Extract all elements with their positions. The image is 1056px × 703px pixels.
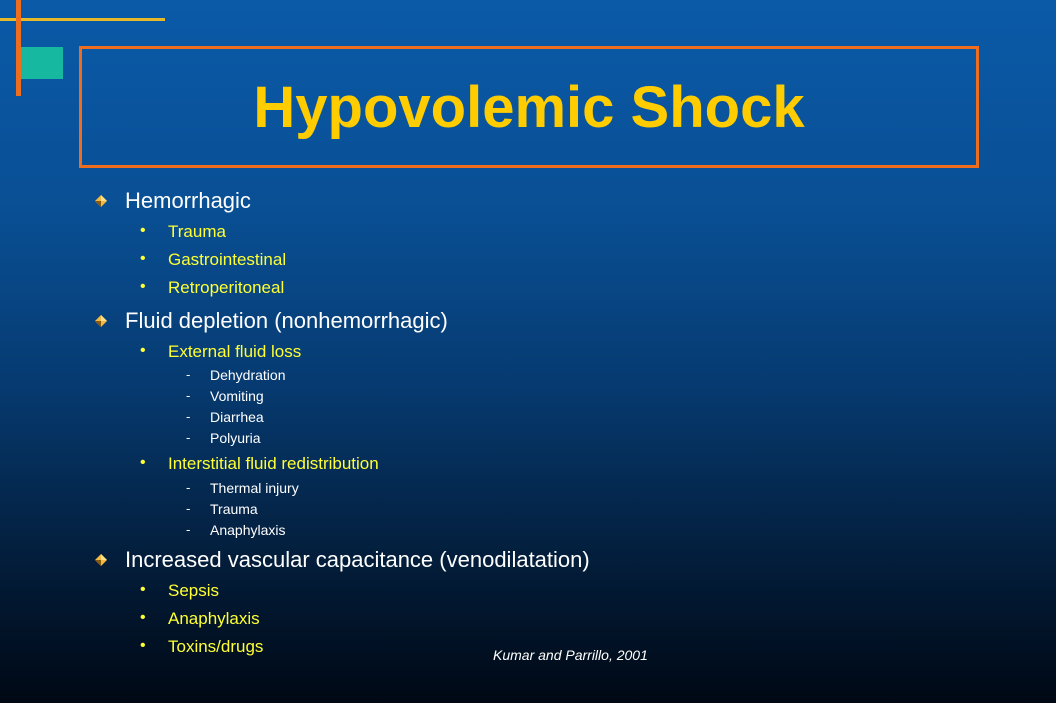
list-item: External fluid loss — [168, 342, 302, 361]
citation: Kumar and Parrillo, 2001 — [493, 647, 648, 663]
list-item: Retroperitoneal — [168, 278, 285, 297]
sub-list-item: Thermal injury — [210, 480, 299, 496]
dash-marker: - — [186, 480, 191, 495]
sub-list-item: Diarrhea — [210, 409, 264, 425]
bullet-dot: • — [140, 637, 146, 654]
dash-marker: - — [186, 522, 191, 537]
sub-list-item: Polyuria — [210, 430, 261, 446]
diamond-bullet-icon — [94, 314, 108, 328]
bullet-dot: • — [140, 278, 146, 295]
list-item: Anaphylaxis — [168, 609, 260, 628]
list-item: Trauma — [168, 222, 226, 241]
bullet-dot: • — [140, 454, 146, 471]
bullet-dot: • — [140, 250, 146, 267]
dash-marker: - — [186, 409, 191, 424]
dash-marker: - — [186, 501, 191, 516]
decorative-gold-bar — [0, 18, 165, 21]
diamond-bullet-icon — [94, 553, 108, 567]
page-title: Hypovolemic Shock — [253, 74, 805, 140]
bullet-dot: • — [140, 342, 146, 359]
sub-list-item: Vomiting — [210, 388, 264, 404]
section-heading: Increased vascular capacitance (venodilatation) — [125, 547, 590, 572]
list-item: Interstitial fluid redistribution — [168, 454, 379, 473]
dash-marker: - — [186, 367, 191, 382]
sub-list-item: Dehydration — [210, 367, 286, 383]
list-item: Sepsis — [168, 581, 220, 600]
dash-marker: - — [186, 388, 191, 403]
section-heading: Hemorrhagic — [125, 188, 251, 213]
bullet-dot: • — [140, 609, 146, 626]
section-heading: Fluid depletion (nonhemorrhagic) — [125, 308, 448, 333]
bullet-dot: • — [140, 581, 146, 598]
list-item: Gastrointestinal — [168, 250, 287, 269]
sub-list-item: Anaphylaxis — [210, 522, 286, 538]
diamond-bullet-icon — [94, 194, 108, 208]
sub-list-item: Trauma — [210, 501, 258, 517]
bullet-dot: • — [140, 222, 146, 239]
title-frame — [79, 46, 979, 168]
dash-marker: - — [186, 430, 191, 445]
list-item: Toxins/drugs — [168, 637, 264, 656]
decorative-teal-square — [21, 47, 63, 79]
